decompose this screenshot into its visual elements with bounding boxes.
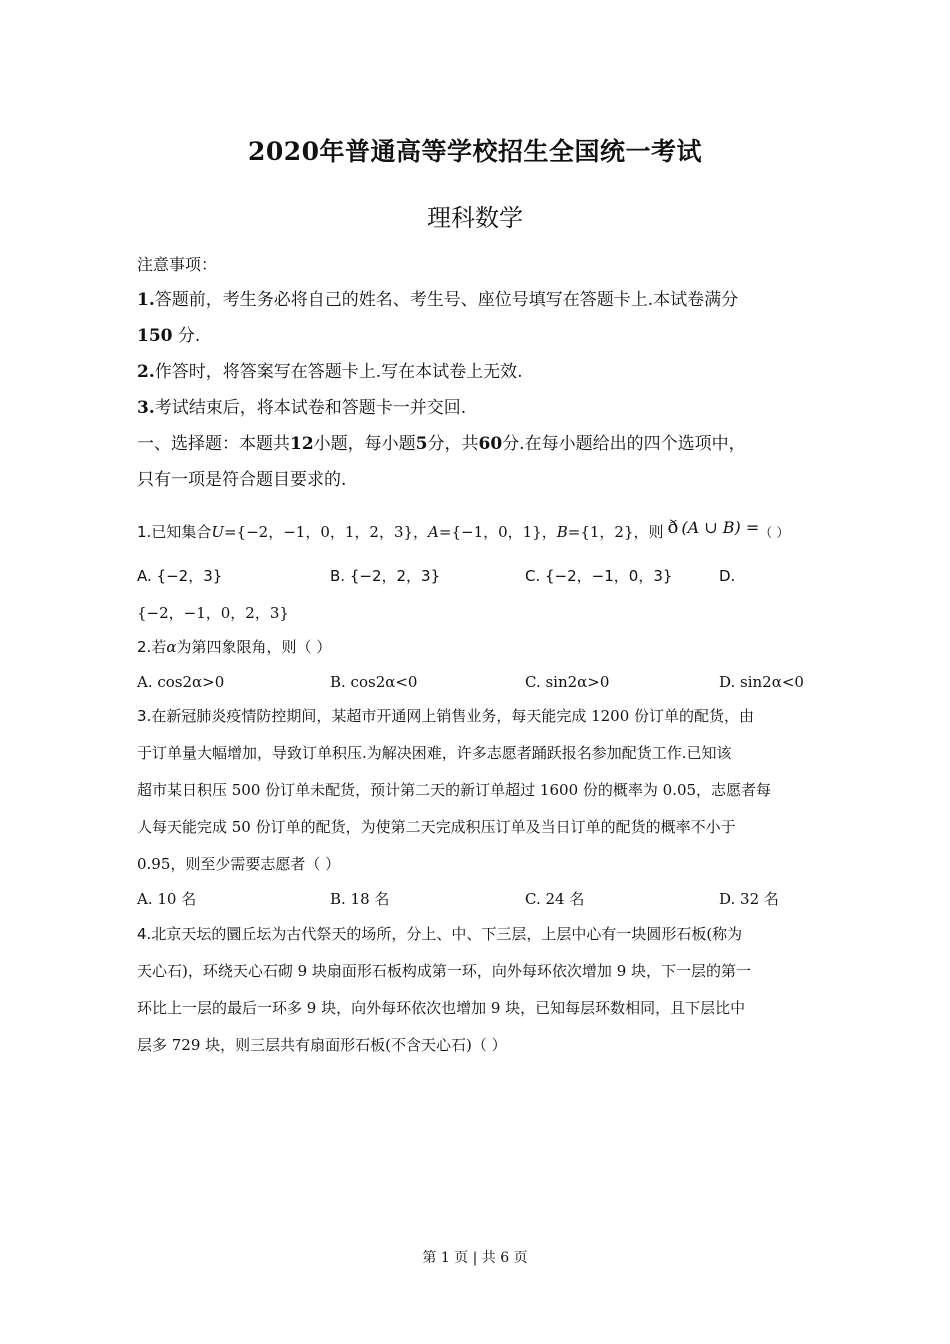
notice-item-1-score: 150	[137, 326, 173, 346]
question-2-alpha: α	[166, 638, 177, 656]
q2-option-a: A. cos2α>0	[137, 673, 225, 691]
question-3-line-4: 人每天能完成 50 份订单的配货，为使第二天完成积压订单及当日订单的配货的概率不小于	[137, 818, 736, 836]
question-1-var-u: U	[211, 523, 224, 541]
question-3-line-2: 于订单量大幅增加，导致订单积压.为解决困难，许多志愿者踊跃报名参加配货工作.已知该	[137, 744, 732, 762]
notice-item-1	[137, 290, 827, 310]
question-2-num: 2.	[137, 638, 152, 656]
question-4-line-3: 环比上一层的最后一环多 9 块，向外每环依次也增加 9 块，已知每层环数相同，且下层比中	[137, 999, 746, 1017]
exam-title: 2020年普通高等学校招生全国统一考试	[247, 137, 703, 166]
section-1-intro-c: 分，共	[427, 434, 479, 454]
question-2	[137, 637, 827, 657]
q1-option-b: B. {−2，2，3}	[330, 567, 441, 585]
section-1-points: 5	[415, 434, 428, 454]
q1-option-c: C. {−2，−1，0，3}	[525, 567, 673, 585]
question-1	[137, 518, 827, 544]
exam-subtitle: 理科数学	[427, 204, 523, 232]
q1-option-d-label: D.	[719, 567, 736, 585]
question-3-line-1	[137, 706, 827, 726]
question-1-set-b: ={1，2}，则	[567, 523, 664, 541]
section-1-intro	[137, 434, 827, 454]
page-footer: 第 1 页 | 共 6 页	[422, 1250, 528, 1266]
question-1-paren: （ ）	[759, 526, 790, 541]
complement-symbol: ð	[667, 517, 679, 538]
question-1-set-u: ={−2，−1，0，1，2，3}，	[223, 523, 429, 541]
q3-option-b: B. 18 名	[330, 890, 390, 908]
q3-option-a: A. 10 名	[137, 890, 197, 908]
question-1-text-a: 已知集合	[151, 523, 212, 541]
question-4-line-2: 天心石)，环绕天心石砌 9 块扇面形石板构成第一环，向外每环依次增加 9 块，下一层的第一	[137, 962, 752, 980]
notice-item-3	[137, 398, 827, 418]
q2-option-b: B. cos2α<0	[330, 673, 418, 691]
notice-heading: 注意事项：	[137, 255, 218, 274]
question-4-text-1: 北京天坛的圜丘坛为古代祭天的场所，分上、中、下三层，上层中心有一块圆形石板(称为	[151, 925, 743, 943]
section-1-count: 12	[290, 434, 314, 454]
section-1-intro-b: 小题，每小题	[313, 434, 416, 454]
q2-option-d: D. sin2α<0	[719, 673, 804, 691]
notice-item-3-text: 考试结束后，将本试卷和答题卡一并交回.	[154, 398, 467, 418]
question-3-line-5: 0.95，则至少需要志愿者（ ）	[137, 855, 341, 873]
question-3-line-3: 超市某日积压 500 份订单未配货，预计第二天的新订单超过 1600 份的概率为 0.05，志愿者每	[137, 781, 772, 799]
notice-item-1-text: 答题前，考生务必将自己的姓名、考生号、座位号填写在答题卡上.本试卷满分	[154, 290, 739, 310]
q2-option-c: C. sin2α>0	[525, 673, 610, 691]
section-1-total: 60	[478, 434, 503, 454]
notice-item-1-cont	[137, 326, 827, 346]
notice-item-2-text: 作答时，将答案写在答题卡上.写在本试卷上无效.	[154, 362, 523, 382]
notice-item-1-rest: 分.	[177, 326, 201, 346]
complement-expression	[668, 518, 760, 538]
q1-option-d: {−2，−1，0，2，3}	[137, 604, 289, 622]
question-2-text-a: 若	[151, 638, 167, 656]
question-4-line-4: 层多 729 块，则三层共有扇面形石板(不含天心石)（ ）	[137, 1036, 507, 1054]
question-3-text-1: 在新冠肺炎疫情防控期间，某超市开通网上销售业务，每天能完成 1200 份订单的配货，由	[151, 707, 755, 725]
notice-item-2-num: 2.	[137, 362, 155, 382]
notice-item-2	[137, 362, 827, 382]
question-1-var-a: A	[428, 523, 439, 541]
complement-expr: (A ∪ B) =	[681, 518, 760, 537]
q1-option-a: A. {−2，3}	[137, 567, 223, 585]
question-1-var-b: B	[556, 523, 568, 541]
section-1-intro-d: 分.在每小题给出的四个选项中，	[502, 434, 746, 454]
question-1-set-a: ={−1，0，1}，	[438, 523, 557, 541]
section-1-intro-a: 一、选择题：本题共	[137, 434, 290, 454]
q3-option-c: C. 24 名	[525, 890, 585, 908]
question-3-num: 3.	[137, 707, 152, 725]
question-4-num: 4.	[137, 925, 152, 943]
question-2-text-b: 为第四象限角，则（ ）	[176, 638, 332, 656]
question-1-num: 1.	[137, 523, 152, 541]
notice-item-1-num: 1.	[137, 290, 155, 310]
notice-item-3-num: 3.	[137, 398, 155, 418]
question-4-line-1	[137, 924, 827, 944]
section-1-intro-line2: 只有一项是符合题目要求的.	[137, 470, 347, 490]
q3-option-d: D. 32 名	[719, 890, 779, 908]
